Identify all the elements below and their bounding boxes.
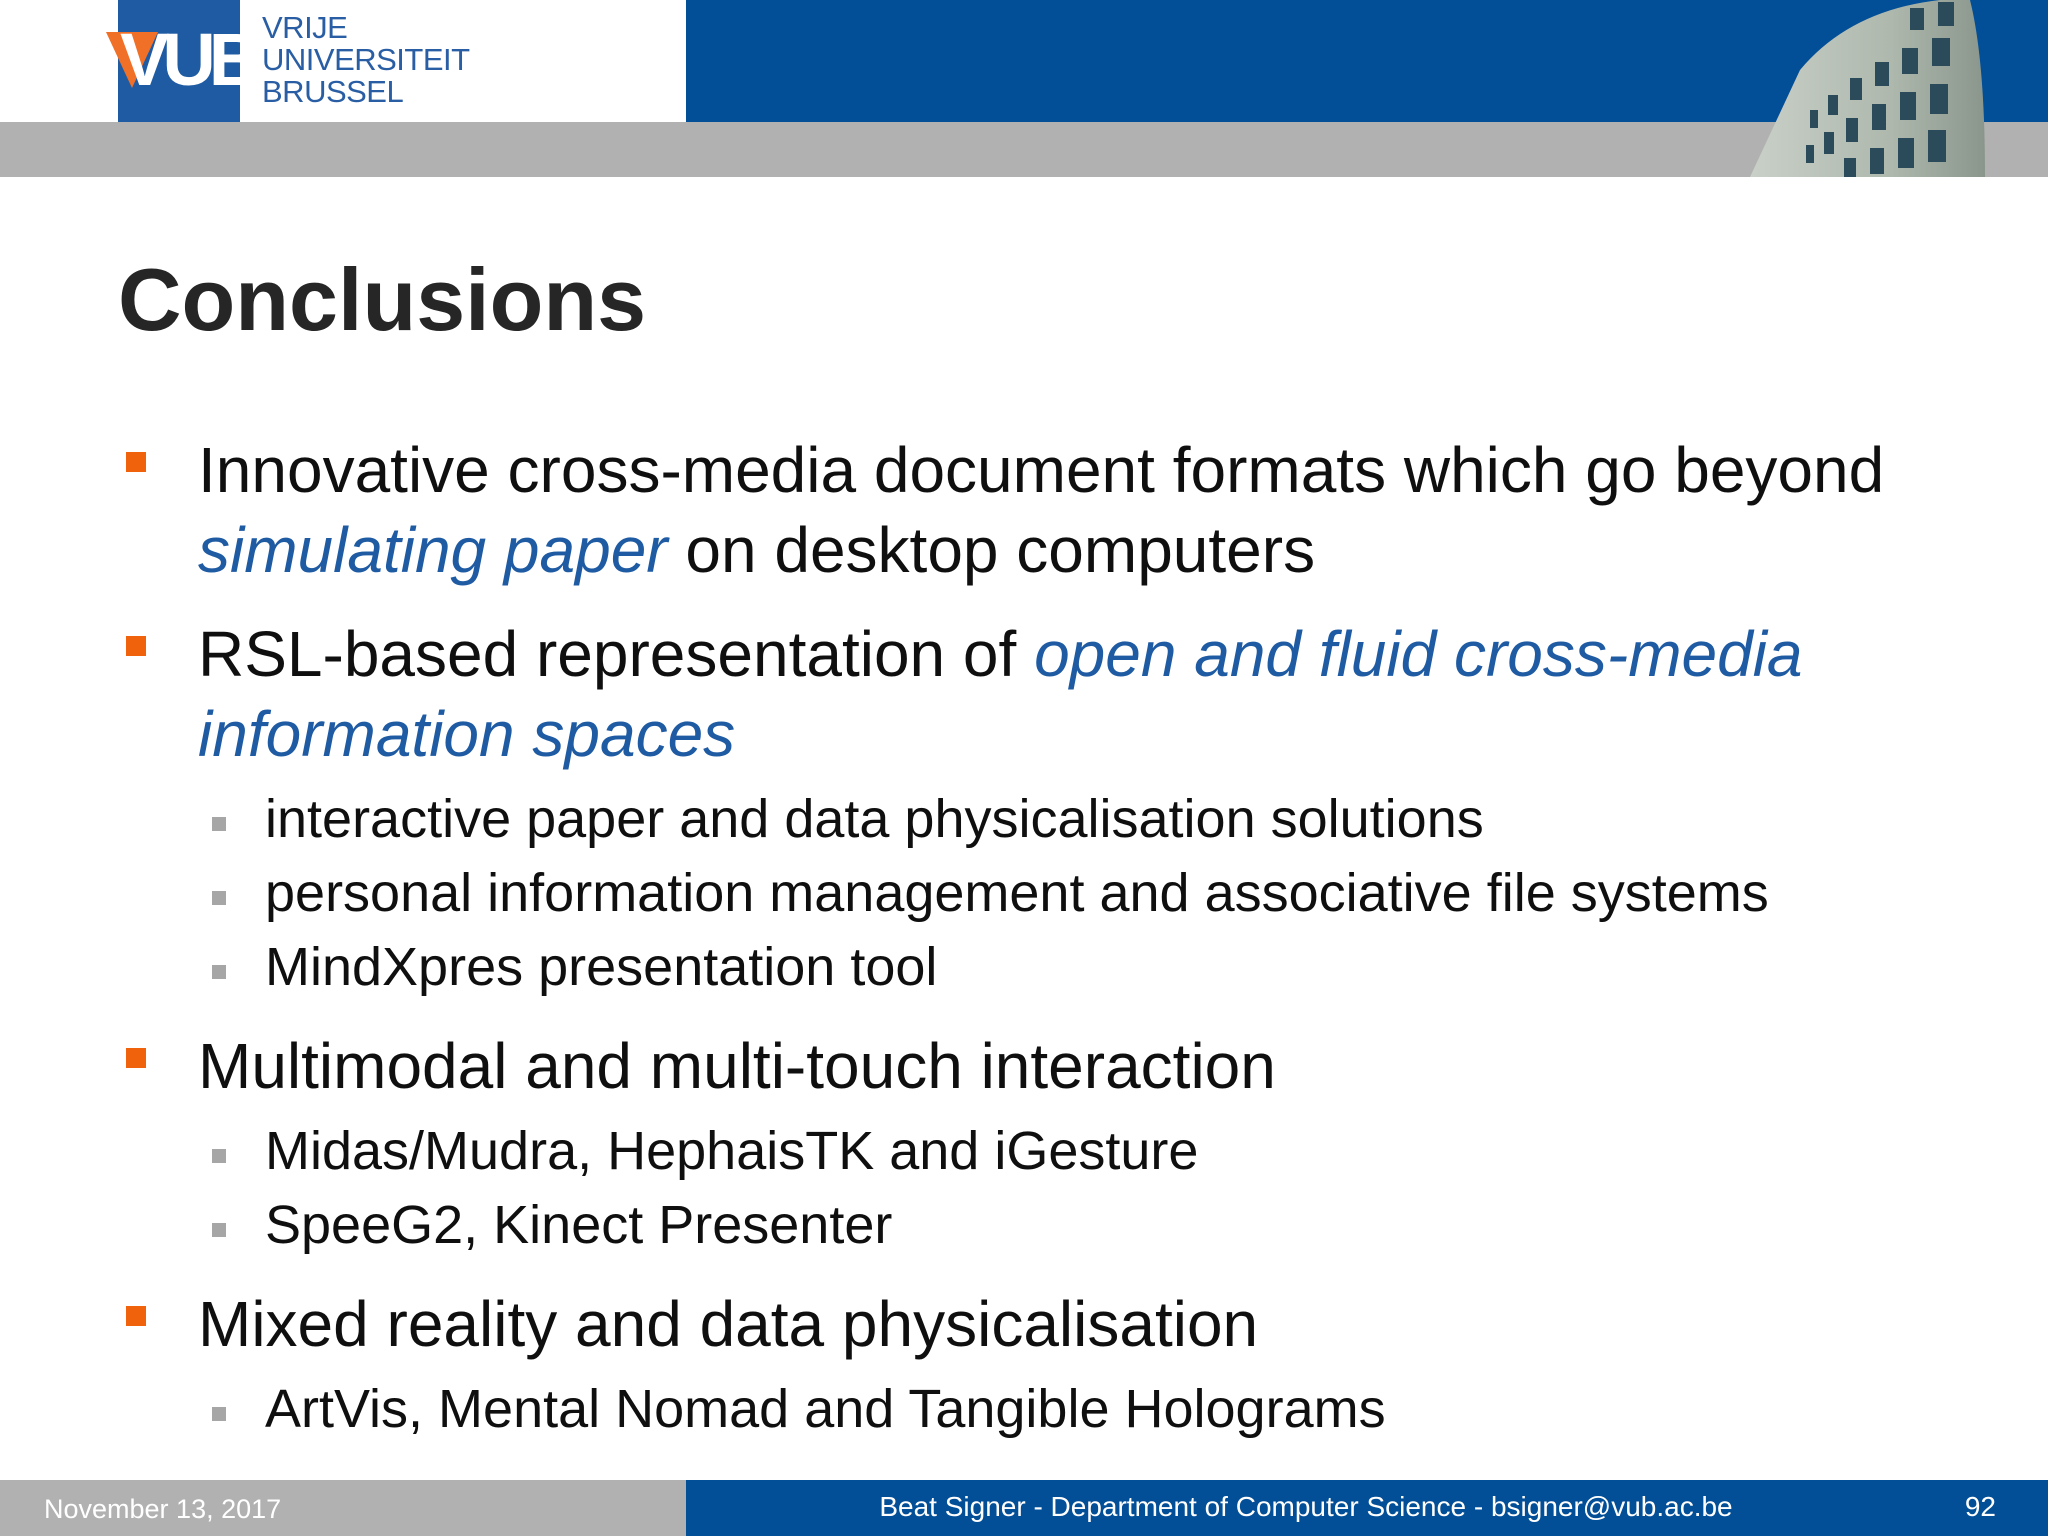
gray-square-bullet-icon	[212, 1407, 226, 1421]
orange-square-bullet-icon	[126, 1048, 146, 1068]
sub-bullet-item	[0, 856, 2048, 930]
gray-square-bullet-icon	[212, 817, 226, 831]
building-photo-icon	[1740, 0, 2000, 177]
university-name-line: UNIVERSITEIT	[262, 42, 470, 77]
orange-square-bullet-icon	[126, 636, 146, 656]
bullet-text: Innovative cross-media document formats which go beyond	[198, 434, 1885, 506]
bullet-item	[0, 1284, 2048, 1364]
gray-square-bullet-icon	[212, 1223, 226, 1237]
university-name	[262, 12, 470, 108]
slide-title: Conclusions	[118, 250, 647, 349]
sub-bullet-item	[0, 782, 2048, 856]
footer-author: Beat Signer - Department of Computer Science - bsigner@vub.ac.be	[879, 1491, 1733, 1522]
sub-bullet-list	[0, 1372, 2048, 1446]
sub-bullet-list	[0, 782, 2048, 1004]
bullet-text: Mixed reality and data physicalisation	[198, 1288, 1259, 1360]
orange-square-bullet-icon	[126, 452, 146, 472]
sub-bullet-text: Midas/Mudra, HephaisTK and iGesture	[265, 1121, 1199, 1181]
orange-square-bullet-icon	[126, 1306, 146, 1326]
emphasis-text: simulating paper	[198, 514, 668, 586]
logo-text: VUB	[120, 18, 256, 101]
sub-bullet-item	[0, 1372, 2048, 1446]
sub-bullet-text: MindXpres presentation tool	[265, 937, 938, 997]
bullet-text: RSL-based representation of	[198, 618, 1035, 690]
emphasis-text: open and fluid cross-media information spaces	[198, 618, 1803, 770]
gray-square-bullet-icon	[212, 1149, 226, 1163]
bullet-item	[0, 1026, 2048, 1106]
university-name-line: BRUSSEL	[262, 74, 404, 109]
sub-bullet-list	[0, 1114, 2048, 1262]
sub-bullet-item	[0, 930, 2048, 1004]
vub-logo	[118, 0, 256, 122]
bullet-text: on desktop computers	[667, 514, 1316, 586]
footer-date: November 13, 2017	[44, 1494, 282, 1524]
bullet-text: Multimodal and multi-touch interaction	[198, 1030, 1276, 1102]
sub-bullet-item	[0, 1114, 2048, 1188]
bullet-item	[0, 430, 2048, 590]
page-number: 92	[1964, 1491, 1996, 1522]
slide-content	[0, 430, 2048, 1468]
sub-bullet-text: personal information management and associative file systems	[265, 863, 1769, 923]
university-name-line: VRIJE	[262, 10, 348, 45]
gray-square-bullet-icon	[212, 965, 226, 979]
sub-bullet-text: SpeeG2, Kinect Presenter	[265, 1195, 893, 1255]
gray-square-bullet-icon	[212, 891, 226, 905]
sub-bullet-text: ArtVis, Mental Nomad and Tangible Holograms	[265, 1379, 1386, 1439]
sub-bullet-item	[0, 1188, 2048, 1262]
bullet-item	[0, 614, 2048, 774]
sub-bullet-text: interactive paper and data physicalisation solutions	[265, 789, 1484, 849]
